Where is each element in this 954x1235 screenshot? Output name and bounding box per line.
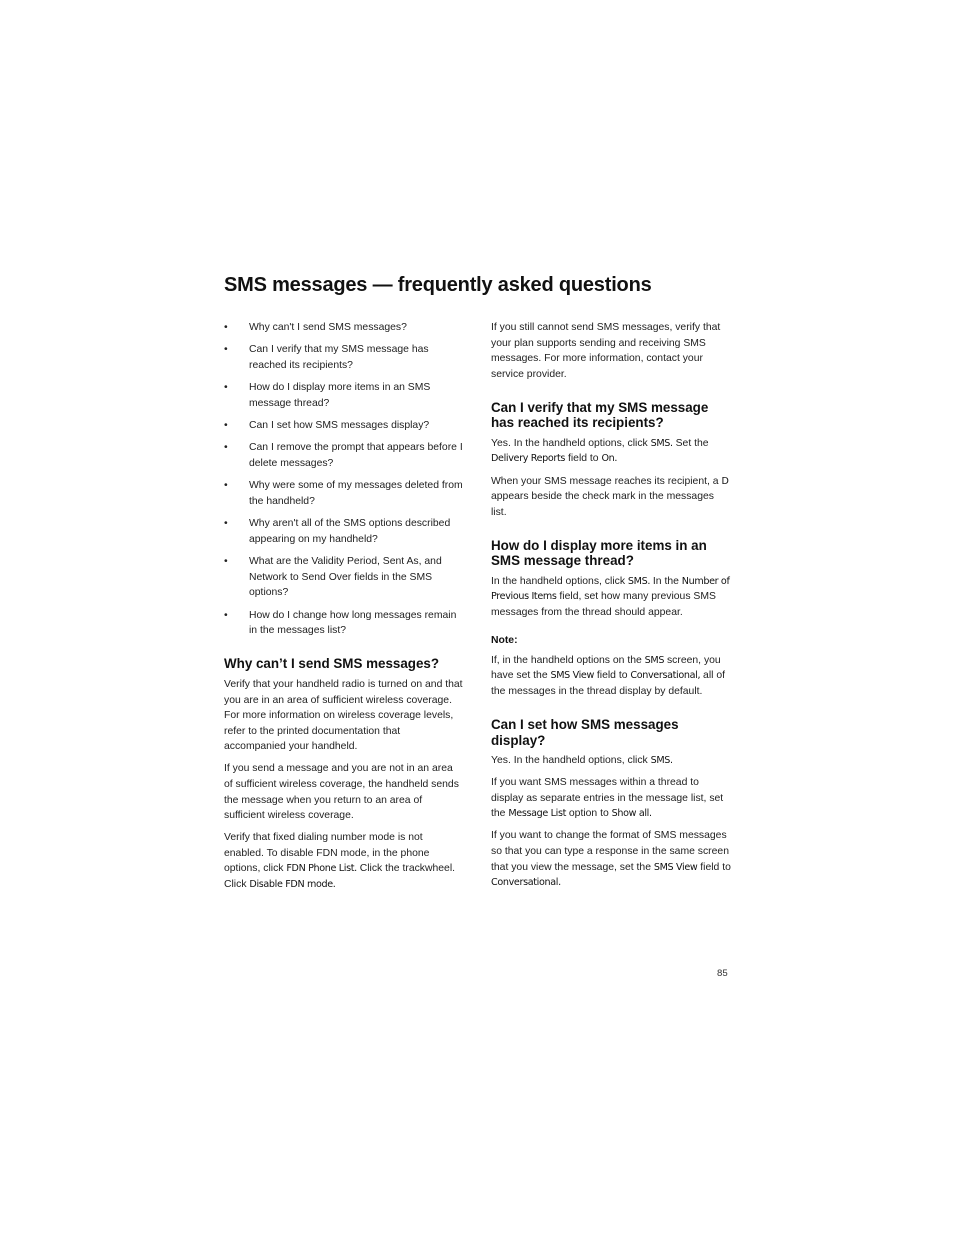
paragraph: Yes. In the handheld options, click SMS.: [491, 755, 673, 766]
ui-term: Conversational,: [630, 670, 701, 682]
list-item: • Can I remove the prompt that appears before I delete messages?: [224, 442, 463, 469]
page-number: 85: [717, 968, 728, 979]
ui-term: On.: [601, 453, 618, 465]
section-heading-send: Why can’t I send SMS messages?: [224, 656, 440, 672]
paragraph: If you want SMS messages within a thread to display as separate entries in the message list, set the Message List option to Show all.: [491, 777, 724, 820]
ui-term: Show all.: [611, 808, 652, 820]
paragraph: Verify that fixed dialing number mode is not enabled. To disable FDN mode, in the phone options, click FDN Phone List. Click the trackwheel. Click Disable FDN mode.: [224, 832, 456, 891]
paragraph: If you still cannot send SMS messages, verify that your plan supports sending and receiving SMS messages. For more information, contact your service provider.: [491, 322, 721, 380]
paragraph: If you want to change the format of SMS messages so that you can type a response in the same screen that you view the message, set the SMS View field to Conversational.: [491, 830, 731, 889]
ui-term: Message List: [508, 808, 567, 820]
list-item: • Can I verify that my SMS message has reached its recipients?: [224, 344, 429, 371]
ui-term: SMS.: [627, 575, 651, 587]
ui-term: FDN Phone List.: [286, 863, 357, 875]
bullet: •: [224, 420, 228, 432]
section-heading-display: Can I set how SMS messages display?: [491, 717, 679, 748]
ui-term: Conversational.: [491, 877, 561, 889]
list-item: • What are the Validity Period, Sent As, and Network to Send Over fields in the SMS options?: [224, 555, 442, 599]
right-column: [491, 320, 731, 897]
section-heading-thread: How do I display more items in an SMS message thread?: [491, 537, 707, 569]
ui-term: SMS.: [650, 755, 673, 766]
list-item: • How do I change how long messages remain in the messages list?: [224, 609, 457, 637]
list-item: • Why were some of my messages deleted from the handheld?: [224, 480, 463, 507]
paragraph: Verify that your handheld radio is turned on and that you are in an area of sufficient wireless coverage. For more information on wireless coverage levels, refer to the printed documentation that accompanied your handheld.: [224, 678, 463, 753]
ui-term: SMS: [644, 654, 665, 666]
note-label: Note:: [491, 635, 518, 647]
note-text: If, in the handheld options on the SMS screen, you have set the SMS View field to Conversational, all of the messages in the thread display by default.: [491, 654, 725, 697]
left-column: [224, 320, 464, 899]
ui-term: SMS View: [653, 861, 698, 873]
list-item: • Can I set how SMS messages display?: [224, 418, 464, 434]
bullet: •: [224, 609, 228, 621]
faq-list: [224, 320, 464, 639]
bullet: •: [224, 518, 228, 530]
list-item: • Why can't I send SMS messages?: [224, 320, 464, 336]
bullet: •: [224, 322, 228, 333]
bullet: •: [224, 442, 228, 454]
paragraph: In the handheld options, click SMS. In the Number of Previous Items field, set how many previous SMS messages from the thread should appear.: [491, 575, 730, 619]
ui-term: Number of Previous Items: [491, 575, 730, 603]
bullet: •: [224, 344, 228, 356]
ui-term: D: [721, 475, 729, 487]
list-item: • How do I display more items in an SMS message thread?: [224, 382, 431, 409]
bullet: •: [224, 555, 228, 567]
paragraph: When your SMS message reaches its recipient, a D appears beside the check mark in the messages list.: [491, 475, 729, 518]
bullet: •: [224, 480, 228, 492]
ui-term: SMS View: [550, 670, 594, 682]
ui-term: SMS.: [650, 437, 673, 449]
page-title: SMS messages — frequently asked questions: [224, 274, 652, 296]
paragraph: Yes. In the handheld options, click SMS. Set the Delivery Reports field to On.: [491, 437, 709, 465]
section-heading-verify: Can I verify that my SMS message has reached its recipients?: [491, 399, 709, 431]
list-item: • Why aren't all of the SMS options described appearing on my handheld?: [224, 518, 451, 545]
ui-term: Delivery Reports: [491, 453, 566, 465]
paragraph: If you send a message and you are not in an area of sufficient wireless coverage, the handheld sends the message when you return to an area of sufficient wireless coverage.: [224, 763, 459, 822]
bullet: •: [224, 382, 228, 394]
ui-term: Disable FDN mode.: [249, 879, 336, 891]
